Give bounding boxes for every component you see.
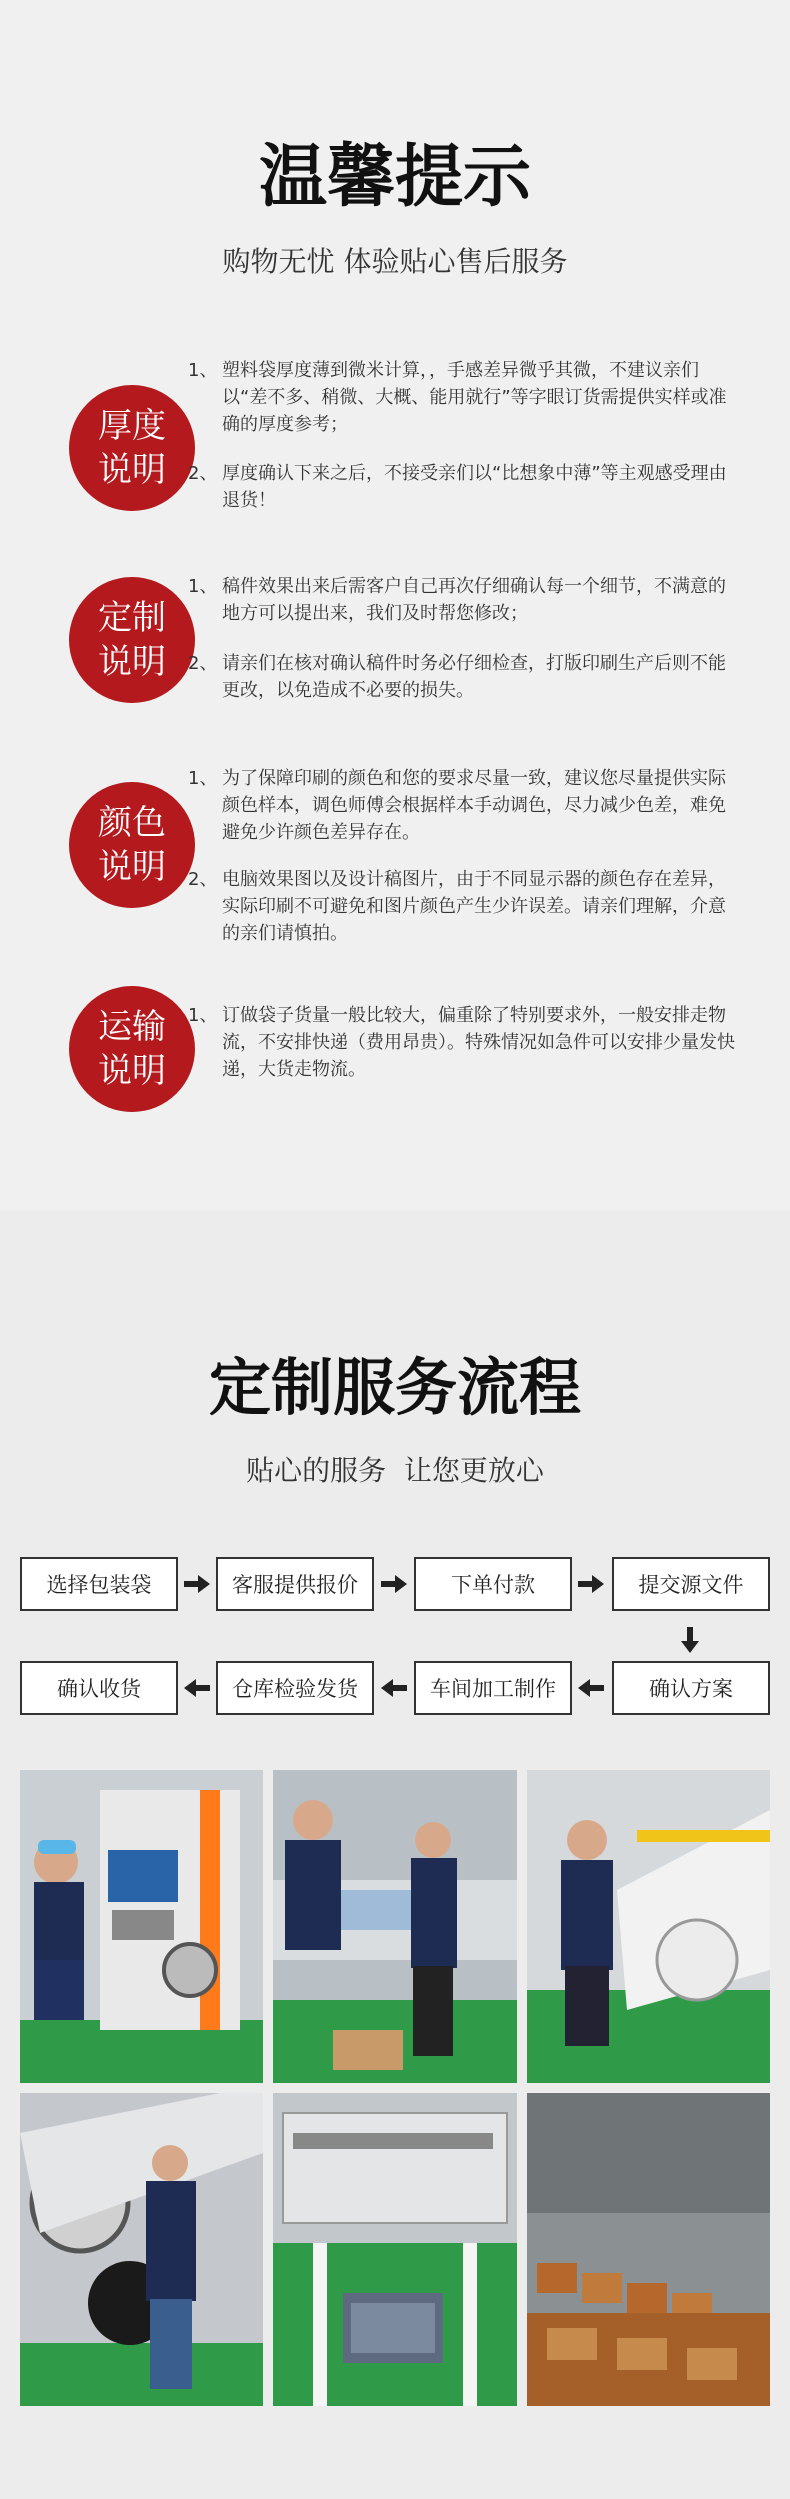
arrow-down-icon xyxy=(680,1627,700,1653)
process-subtitle: 贴心的服务 让您更放心 xyxy=(246,1454,544,1487)
arrow-left-icon xyxy=(381,1678,407,1698)
step-production: 车间加工制作 xyxy=(414,1661,572,1715)
item-number: 1、 xyxy=(188,768,218,789)
arrow-right-icon xyxy=(578,1574,604,1594)
arrow-right-icon xyxy=(381,1574,407,1594)
list-item xyxy=(188,1002,736,1083)
factory-photo-finished-bags xyxy=(273,2093,517,2406)
badge-line-2: 说明 xyxy=(98,847,166,887)
factory-photo-film-roll xyxy=(527,1770,770,2083)
item-number: 1、 xyxy=(188,360,218,381)
badge-line-1: 厚度 xyxy=(98,406,166,446)
badge-shipping xyxy=(69,986,195,1112)
step-inspect-ship: 仓库检验发货 xyxy=(216,1661,374,1715)
step-receive: 确认收货 xyxy=(20,1661,178,1715)
factory-photo-bag-making xyxy=(273,1770,517,2083)
badge-line-1: 颜色 xyxy=(98,803,166,843)
list-item xyxy=(188,460,736,514)
arrow-left-icon xyxy=(184,1678,210,1698)
badge-line-1: 运输 xyxy=(98,1007,166,1047)
list-item xyxy=(188,573,736,627)
tips-subtitle: 购物无忧 体验贴心售后服务 xyxy=(222,245,568,278)
factory-photo-warehouse xyxy=(527,2093,770,2406)
item-number: 2、 xyxy=(188,463,218,484)
item-text: 稿件效果出来后需客户自己再次仔细确认每一个细节，不满意的地方可以提出来，我们及时帮您修改； xyxy=(222,576,726,624)
process-section xyxy=(0,1210,790,2499)
item-text: 为了保障印刷的颜色和您的要求尽量一致，建议您尽量提供实际颜色样本，调色师傅会根据样本手动调色，尽力减少色差，难免避免少许颜色差异存在。 xyxy=(222,768,726,843)
badge-thickness xyxy=(69,385,195,511)
list-item xyxy=(188,765,736,846)
badge-custom xyxy=(69,577,195,703)
badge-line-1: 定制 xyxy=(98,598,166,638)
factory-photo-rewinding xyxy=(20,2093,263,2406)
step-select-bag: 选择包装袋 xyxy=(20,1557,178,1611)
item-text: 电脑效果图以及设计稿图片，由于不同显示器的颜色存在差异，实际印刷不可避免和图片颜色产生少许误差。请亲们理解，介意的亲们请慎拍。 xyxy=(222,869,726,944)
factory-photo-printing-press xyxy=(20,1770,263,2083)
item-text: 请亲们在核对确认稿件时务必仔细检查，打版印刷生产后则不能更改，以免造成不必要的损失。 xyxy=(222,653,726,701)
tips-title: 温馨提示 xyxy=(258,138,531,217)
arrow-left-icon xyxy=(578,1678,604,1698)
list-item xyxy=(188,357,736,438)
badge-line-2: 说明 xyxy=(98,1051,166,1091)
item-number: 1、 xyxy=(188,576,218,597)
list-item xyxy=(188,650,736,704)
step-quote: 客服提供报价 xyxy=(216,1557,374,1611)
step-submit-files: 提交源文件 xyxy=(612,1557,770,1611)
badge-color xyxy=(69,782,195,908)
item-text: 订做袋子货量一般比较大，偏重除了特别要求外，一般安排走物流，不安排快递（费用昂贵）。特殊情况如急件可以安排少量发快递，大货走物流。 xyxy=(222,1005,735,1080)
item-number: 2、 xyxy=(188,653,218,674)
arrow-right-icon xyxy=(184,1574,210,1594)
tips-section xyxy=(0,0,790,1210)
step-confirm-plan: 确认方案 xyxy=(612,1661,770,1715)
item-text: 厚度确认下来之后，不接受亲们以“比想象中薄”等主观感受理由退货！ xyxy=(222,463,727,511)
process-title: 定制服务流程 xyxy=(208,1351,581,1424)
badge-line-2: 说明 xyxy=(98,642,166,682)
badge-line-2: 说明 xyxy=(98,450,166,490)
item-text: 塑料袋厚度薄到微米计算，，手感差异微乎其微，不建议亲们以“差不多、稍微、大概、能用就行”等字眼订货需提供实样或准确的厚度参考； xyxy=(222,360,727,435)
list-item xyxy=(188,866,736,947)
step-order-pay: 下单付款 xyxy=(414,1557,572,1611)
item-number: 1、 xyxy=(188,1005,218,1026)
item-number: 2、 xyxy=(188,869,218,890)
